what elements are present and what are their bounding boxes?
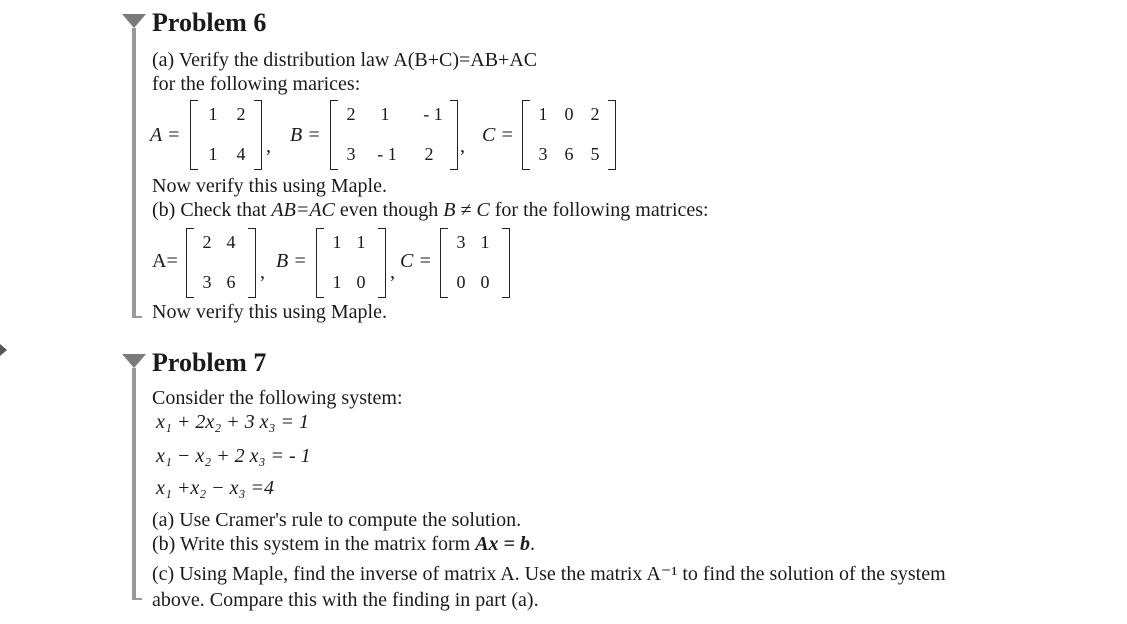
part-b-text: (b) Write this system in the matrix form — [152, 533, 476, 555]
matrix-cell: 0 — [356, 272, 366, 292]
problem-7-title: Problem 7 — [152, 348, 267, 377]
matrix-cell: 1 — [480, 232, 490, 252]
matrix-a — [190, 100, 262, 170]
problem-7-part-b — [152, 532, 535, 556]
matrix-cell: 1 — [356, 232, 366, 252]
part-b-middle: even though — [334, 199, 444, 221]
section-collapse-triangle-icon[interactable] — [122, 14, 146, 28]
matrix-cell: 2 — [236, 104, 246, 124]
separator-comma: , — [390, 261, 395, 283]
matrix-cell: 1 — [538, 104, 548, 124]
system-equation-3: x₁ +x₂ − x₃ =4 — [156, 477, 274, 499]
matrix-cell: 0 — [456, 272, 466, 292]
part-b-suffix: for the following matrices: — [489, 199, 709, 221]
matrix-cell: 4 — [236, 144, 246, 164]
matrix-cell: 1 — [332, 272, 342, 292]
section-bracket-foot — [132, 316, 142, 318]
part-b-equation: AB=AC — [271, 199, 335, 221]
collapse-arrow-icon[interactable] — [0, 344, 7, 356]
section-bracket — [132, 28, 136, 318]
problem-6-title: Problem 6 — [152, 8, 267, 37]
matrix-cell: 3 — [346, 144, 356, 164]
part-b-inequality: B ≠ C — [443, 199, 490, 221]
problem-7-intro: Consider the following system: — [152, 387, 403, 409]
matrix-cell: 0 — [564, 104, 574, 124]
matrix-cell: 3 — [538, 144, 548, 164]
matrix-cell: 1 — [380, 104, 390, 124]
matrix-cell: 5 — [590, 144, 600, 164]
system-equation-1: x₁ + 2x₂ + 3 x₃ = 1 — [156, 411, 309, 433]
matrix-cell: 6 — [226, 272, 236, 292]
matrix-c2 — [440, 228, 510, 298]
problem-6-part-a-line1: (a) Verify the distribution law A(B+C)=AB+AC — [152, 49, 538, 71]
matrix-cell: 2 — [424, 144, 434, 164]
matrix-cell: 2 — [346, 104, 356, 124]
matrix-c-label: C = — [482, 124, 514, 146]
problem-6-maple-note-a: Now verify this using Maple. — [152, 175, 387, 197]
matrix-b2 — [316, 228, 386, 298]
problem-7-part-a: (a) Use Cramer's rule to compute the solution. — [152, 509, 522, 531]
matrix-cell: 6 — [564, 144, 574, 164]
problem-6-part-a-line2: for the following marices: — [152, 73, 361, 95]
matrix-cell: - 1 — [377, 144, 397, 164]
matrix-c2-label: C = — [400, 250, 432, 272]
matrix-cell: 3 — [456, 232, 466, 252]
problem-7-part-c-line1: (c) Using Maple, find the inverse of matrix A. Use the matrix A⁻¹ to find the solution of the system — [152, 563, 946, 585]
matrix-cell: 3 — [202, 272, 212, 292]
matrix-cell: 0 — [480, 272, 490, 292]
problem-7-part-c-line2: above. Compare this with the finding in part (a). — [152, 589, 539, 611]
section-bracket — [132, 368, 136, 600]
matrix-a2 — [186, 228, 256, 298]
matrix-cell: 2 — [590, 104, 600, 124]
separator-comma: , — [266, 135, 271, 157]
problem-6-part-b-line — [152, 198, 709, 222]
matrix-a2-label: A= — [152, 250, 178, 272]
matrix-cell: 4 — [226, 232, 236, 252]
matrix-cell: 2 — [202, 232, 212, 252]
matrix-cell: 1 — [208, 144, 218, 164]
section-bracket-foot — [132, 598, 142, 600]
matrix-cell: 1 — [208, 104, 218, 124]
matrix-cell: - 1 — [423, 104, 443, 124]
separator-comma: , — [460, 135, 465, 157]
part-b-period: . — [529, 533, 535, 555]
matrix-b2-label: B = — [276, 250, 307, 272]
matrix-b — [330, 100, 458, 170]
matrix-form: Ax = b — [475, 533, 530, 555]
part-b-prefix: (b) Check that — [152, 199, 272, 221]
matrix-cell: 1 — [332, 232, 342, 252]
matrix-b-label: B = — [290, 124, 321, 146]
system-equation-2: x₁ − x₂ + 2 x₃ = - 1 — [156, 445, 311, 467]
matrix-a-label: A = — [150, 124, 181, 146]
separator-comma: , — [260, 261, 265, 283]
section-collapse-triangle-icon[interactable] — [122, 354, 146, 368]
matrix-c — [522, 100, 616, 170]
problem-6-maple-note-b: Now verify this using Maple. — [152, 301, 387, 323]
